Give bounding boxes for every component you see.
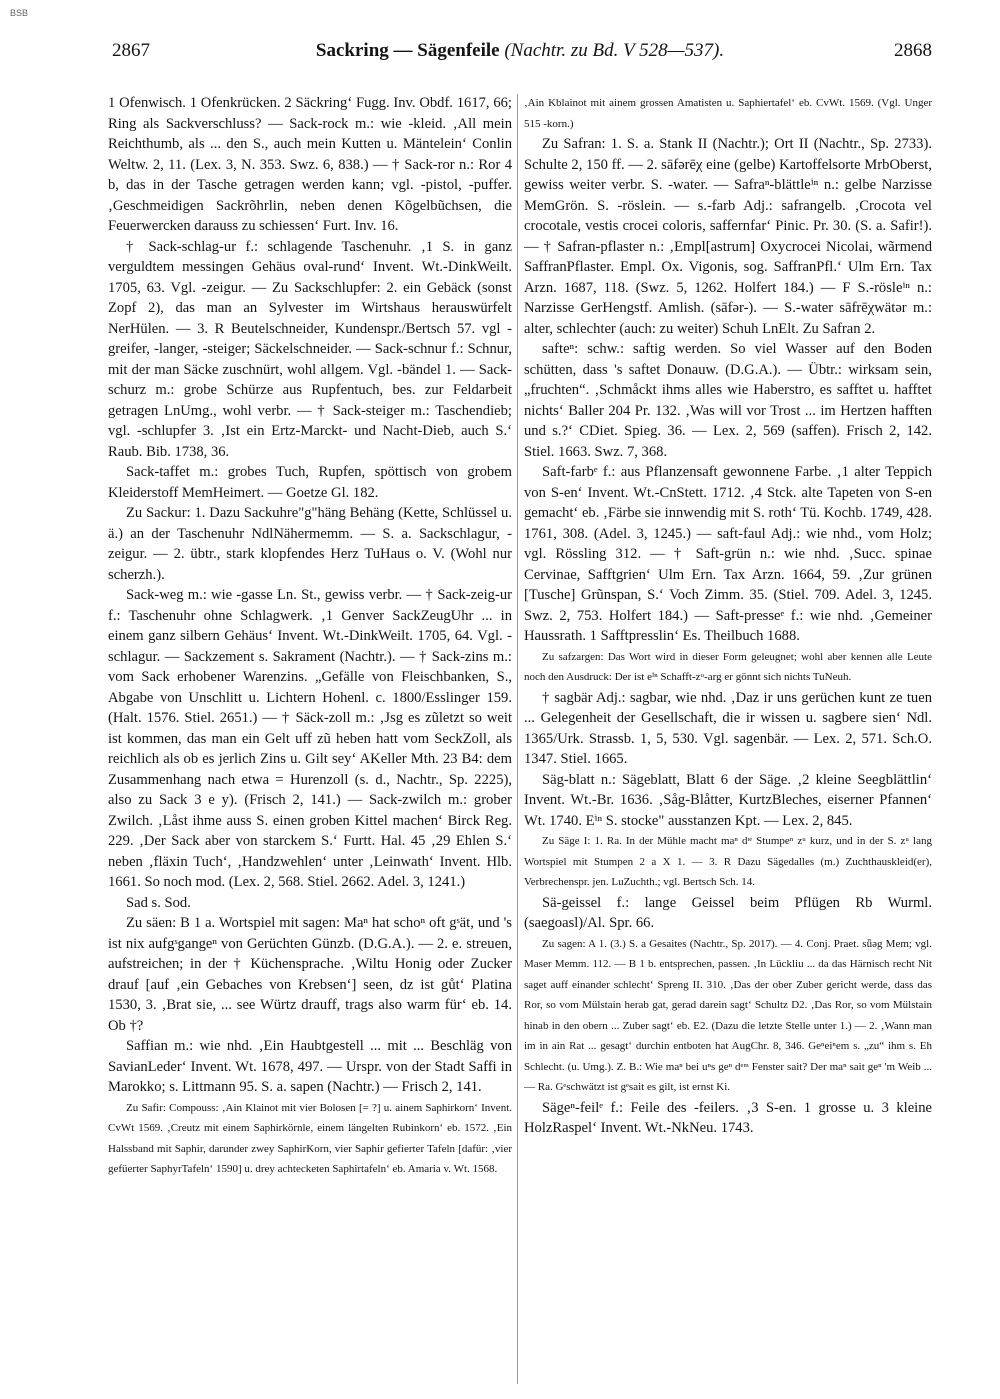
dictionary-entry: Sä-geissel f.: lange Geissel beim Pflügen Rb Wurml. (saegoasl)/Al. Spr. 66.	[524, 894, 932, 931]
dictionary-entry: Zu Safran: 1. S. a. Stank II (Nachtr.); Ort II (Nachtr., Sp. 2733). Schulte 2, 150 ff. — 2. sāfərēχ eine (gelbe) Kartoffelsorte MrbOberst, gewiss weiter verbr. S. -water. — Safraⁿ-blättleⁱⁿ n.: gelbe Narzisse MemGrön. S. -röslein. — s.-farb Adj.: safrangelb. ‚Crocota vel crocotale, vestis crocei coloris, saffernfar‘ Pinic. Pr. 30. (S. a. Safir!). — † Safran-pflaster n.: ‚Empl[astrum] Oxycrocei Nicolai, wãrmend SaffranPflaster. Empl. Ox. Vigonis, sog. SaffranPfl.‘ Ulm Ern. Tax Arzn. 1687, 118. (Swz. 5, 1262. Holfert 184.) — F S.-rösleⁱⁿ n.: Narzisse GerHengstf. Amlish. (sāfər-). — S.-water sāfrēχwätər m.: alter, schlechter (auch: zu weiter) Schuh LnElt. Zu Safran 2.	[524, 136, 932, 337]
page-number-right: 2868	[894, 40, 932, 61]
dictionary-entry: Zu Sackur: 1. Dazu Sackuhre"g"häng Behäng (Kette, Schlüssel u. ä.) an der Taschenuhr NdlNähermemm. — S. a. Sackschlagur, -zeigur. — 2. übtr., stark klopfendes Herz TuHaus o. V. (Wohl nur scherzh.).	[108, 505, 512, 583]
running-subtitle: (Nachtr. zu Bd. V 528—537).	[504, 40, 725, 61]
dictionary-entry: † Sack-schlag-ur f.: schlagende Taschenuhr. ‚1 S. in ganz verguldtem messingen Gehäus oval-rund‘ Invent. Wt.-DinkWeilt. 1705, 63. Vgl. -zeigur. — Zu Sackschlupfer: 2. ein Gebäck (sonst Zopf 2), das man an Sylvester im Wirtshaus herauswürfelt NerHülen. — 3. R Beutelschneider, Kundenspr./Bertsch 57. vgl -greifer, -langer, -steiger; Säckelschneider. — Sack-schnur f.: Schnur, mit der man Säcke zuschnürt, wohl allgem. Vgl. -bändel 1. — Sack-schurz m.: grobe Schürze aus Rupfentuch, bes. zur Feldarbeit getragen LnUmg., wohl verbr. — † Sack-steiger m.: Taschendieb; vgl. -schlupfer 3. ‚Ist ein Ertz-Marckt- und Nacht-Dieb, auch S.‘ Raub. Bib. 1738, 36.	[108, 238, 512, 460]
dictionary-entry: Zu sagen: A 1. (3.) S. a Gesaites (Nachtr., Sp. 2017). — 4. Conj. Praet. sǖəg Mem; vgl. Maser Memm. 112. — B 1 b. entsprechen, passen. ‚In Lückliu ... da das Härnisch recht Nit saget auff einander schlecht‘ Spreng II. 310. ‚Das der ober Zuber gericht werde, dass das Ror, so vom Mülstain herab gat, gerad darein sagt‘ Schultz D2. ‚Das Ror, so vom Mülstain hinab in den obern ... Zuber sagt‘ eb. E2. (Dazu die letzte Stelle unter 1.) — 2. ‚Wann man im in ain Rat ... gesagt‘ durchin entboten hat AugChr. 8, 346. Geⁿeiⁿem s. „zu“ ihm s. Eh Schlecht. (u. Umg.). Z. B.: Wie maⁿ bei uⁿs geⁿ dᵉᵐ Fenster sait? Der maⁿ sait geⁿ 'm Weib ... — Ra. Gᵉschwätzt ist gᵉsait es gilt, ist ernst Ki.	[524, 937, 932, 1093]
running-title	[108, 40, 932, 62]
dictionary-entry: 1 Ofenwisch. 1 Ofenkrücken. 2 Säckring‘ Fugg. Inv. Obdf. 1617, 66; Ring als Sackverschluss? — Sack-rock m.: wie -kleid. ‚All mein Reichthumb, als ... den S., auch mein Kutten u. Mäntelein‘ Conlin Weltw. 2, 11. (Lex. 3, N. 353. Swz. 6, 838.) — † Sack-ror n.: Ror 4 b, das in der Tasche getragen werden kann; vgl. -pistol, -puffer. ‚Geschmeidigen Sackrõhrlin, neben denen Kõgelbũchsen, die Feuerwercken darauss zu schiessen‘ Furt. Inv. 16.	[108, 95, 512, 234]
dictionary-entry: ‚Ain Kblainot mit ainem grossen Amatisten u. Saphiertafel‘ eb. CvWt. 1569. (Vgl. Unger 515 -korn.)	[524, 97, 932, 130]
dictionary-entry: Sägeⁿ-feilᵉ f.: Feile des -feilers. ‚3 S-en. 1 grosse u. 3 kleine HolzRaspel‘ Invent. Wt.-NkNeu. 1743.	[524, 1099, 932, 1136]
dictionary-entry: Sack-taffet m.: grobes Tuch, Rupfen, spöttisch von grobem Kleiderstoff MemHeimert. — Goetze Gl. 182.	[108, 464, 512, 501]
library-stamp: BSB	[10, 8, 29, 18]
dictionary-entry: Zu safzargen: Das Wort wird in dieser Form geleugnet; wohl aber kennen alle Leute noch den Ausdruck: Der ist eⁱⁿ Schafft-zᵘ-arg er gönnt sich nichts TuNeuh.	[524, 650, 932, 683]
dictionary-entry: safteⁿ: schw.: saftig werden. So viel Wasser auf den Boden schütten, dass 's saftet Donauw. (D.G.A.). — Übtr.: wirksam sein, „fruchten“. ‚Schmåckt ihms alles wie Haberstro, es safftet u. hafftet nichts‘ Baller 204 Pr. 132. ‚Was will vor Trost ... im Hertzen hafften und s.?‘ CDiet. Spieg. 36. — Lex. 2, 569 (saffen). Frisch 2, 142. Stiel. 1663. Swz. 7, 368.	[524, 341, 932, 460]
dictionary-entry: Zu Säge I: 1. Ra. In der Mühle macht maⁿ dᶦᵉ Stumpeⁿ zᵘ kurz, und in der S. zᵘ lang Wortspiel mit Stumpen 2 a X 1. — 3. R Dazu Sägedalles (m.) Zuchthauskleid(er), Verbrechenspr. jen. LuZuchth.; vgl. Bertsch Sch. 14.	[524, 835, 932, 888]
dictionary-entry: Sad s. Sod.	[126, 894, 191, 911]
left-column	[108, 93, 512, 1391]
dictionary-entry: Zu Safir: Compouss: ‚Ain Klainot mit vier Bolosen [= ?] u. ainem Saphirkorn‘ Invent. CvWt 1569. ‚Creutz mit einem Saphirkörnle, einem längelten Rubinkorn‘ eb. 1572. ‚Ein Halssband mit Saphir, darunder zwey SaphirKorn, vier Saphir gefierter Tafeln [dafür: ‚vier gefüerter SaphyrTafeln‘ 1590] u. drey achtecketen Saphirtafeln‘ eb. Amaria v. Wt. 1568.	[108, 1101, 512, 1175]
dictionary-entry: Säg-blatt n.: Sägeblatt, Blatt 6 der Säge. ‚2 kleine Seegblättlin‘ Invent. Wt.-Br. 1636. ‚Såg-Blåtter, KurtzBleches, eiserner Pfannen‘ Wt. 1740. Eⁱⁿ S. stocke" ausstanzen Kpt. — Lex. 2, 845.	[524, 771, 932, 829]
dictionary-entry: Zu säen: B 1 a. Wortspiel mit sagen: Maⁿ hat schoⁿ oft gˢät, und 's ist nix aufgˢgangeⁿ von Gerüchten Günzb. (D.G.A.). — 2. e. streuen, aufstreichen; in der † Küchensprache. ‚Wiltu Honig oder Zucker drauf [auf ‚ein Gebaches von Krebsen‘] seen, dz ist gůt‘ Platina 1530, 3. ‚Brat sie, ... see Würtz drauff, trags also warm für‘ eb. 14. Ob †?	[108, 915, 512, 1034]
dictionary-entry: Sack-weg m.: wie -gasse Ln. St., gewiss verbr. — † Sack-zeig-ur f.: Taschenuhr ohne Schlagwerk. ‚1 Genver SackZeugUhr ... in einem ganz silbern Gehäus‘ Invent. Wt.-DinkWeilt. 1705, 64. Vgl. -schlagur. — Sackzement s. Sakrament (Nachtr.). — † Sack-zins m.: vom Sack erhobener Warenzins. „Gefälle von Fleischbanken, S., Abgabe von Unschlitt u. Lichtern Hohenl. c. 1800/Esslinger 159. (Halt. 1576. Stiel. 2651.) — † Säck-zoll m.: ‚Jsg es zũletzt so weit ist kommen, das man ein Gelt uff zũ heben hatt vom SeckZoll, als reichlich als ob es jerlich Zins u. Gilt sey‘ AKeller Mth. 23 B4: dem Zusammenhang nach etwa = Hurenzoll (s. d., Nachtr., Sp. 2225), also zu Sack 3 e y). (Frisch 2, 141.) — Sack-zwilch m.: grober Zwilch. ‚Låst ihme auss S. einen groben Kittel machen‘ Birck Reg. 229. ‚Der Sack aber von starckem S.‘ Furtt. Hal. 45 ‚29 Ehlen S.‘ neben ‚fläxin Tuch‘, ‚Handzwehlen‘ unter ‚Leinwath‘ Invent. Hlb. 1661. So noch mod. (Lex. 2, 568. Stiel. 2662. Adel. 3, 1241.)	[108, 587, 512, 890]
dictionary-entry: Saffian m.: wie nhd. ‚Ein Haubtgestell ... mit ... Beschläg von SavianLeder‘ Invent. Wt. 1678, 497. — Urspr. von der Stadt Saffi in Marokko; s. Littmann 95. S. a. sapen (Nachtr.) — Frisch 2, 141.	[108, 1038, 512, 1095]
page-header	[108, 40, 932, 70]
dictionary-entry: † sagbär Adj.: sagbar, wie nhd. ‚Daz ir uns gerüchen kunt ze tuen ... Gelegenheit der Gesellschaft, die ir wissen u. sagbere sien‘ Ndl. 1365/Urk. Strassb. 1, 5, 530. Vgl. sagenbär. — Lex. 2, 571. Sch.O. 1347. Stiel. 1665.	[524, 689, 932, 767]
dictionary-entry: Saft-farbᵉ f.: aus Pflanzensaft gewonnene Farbe. ‚1 alter Teppich von S-en‘ Invent. Wt.-CnStett. 1712. ‚4 Stck. alte Tapeten von S-en gemacht‘ eb. ‚Färbe sie innwendig mit S. roth‘ Tü. Kochb. 1749, 428. 1761, 308. (Adel. 3, 1245.) — saft-faul Adj.: wie nhd., vom Holz; vgl. Rössling 312. — † Saft-grün n.: wie nhd. ‚Succ. spinae Cervinae, Safftgrien‘ Ulm Ern. Tax Arzn. 1664, 59. ‚Zur grünen [Tusche] Grũnspan, S.‘ Voch Zimm. 35. (Stiel. 709. Adel. 3, 1245. Swz. 2, 753. Holfert 184.) — Saft-presseᵉ f.: wie nhd. ‚Gemeiner Haussrath. 1 Safftpresslin‘ Es. Theilbuch 1688.	[524, 464, 932, 644]
right-column	[524, 93, 932, 1391]
column-divider	[517, 94, 518, 1384]
running-headwords: Sackring — Sägenfeile	[315, 40, 500, 61]
page-number-left: 2867	[112, 40, 150, 61]
